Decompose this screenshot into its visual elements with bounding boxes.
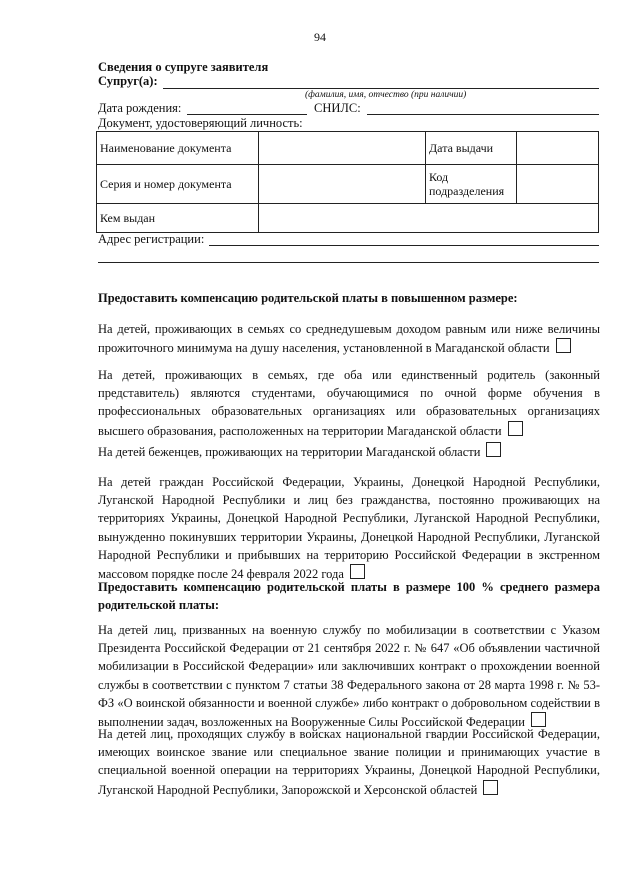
id-document-table	[96, 131, 599, 233]
doc-name-cell[interactable]	[259, 132, 426, 165]
section1-item-2-text: На детей, проживающих в семьях, где оба или единственный родитель (законный представитель) являются студентами, обучающимися по очной форме обучения в профессиональных образовательных организациях или образовательных организациях высшего образования, расположенных на территории Магаданской области	[98, 368, 600, 438]
section1-item-1-checkbox[interactable]	[556, 338, 571, 353]
spouse-name-label: Супруг(а):	[98, 74, 158, 88]
issue-date-label: Дата выдачи	[426, 132, 517, 165]
section1-item-1	[98, 320, 600, 357]
section2-item-1-text: На детей лиц, призванных на военную службу по мобилизации в соответствии с Указом Президента Российской Федерации от 21 сентября 2022 г. № 647 «Об объявлении частичной мобилизации в Российской Федерации» или заключивших контракт о прохождении военной службы в соответствии с пунктом 7 статьи 38 Федерального закона от 28 марта 1998 г. № 53-ФЗ «О воинской обязанности и военной службе» либо контракт о добровольном содействии в выполнении задач, возложенных на Вооруженные Силы Российской Федерации	[98, 623, 600, 730]
division-code-label: Код подразделения	[426, 165, 517, 204]
section2-item-2-checkbox[interactable]	[483, 780, 498, 795]
series-number-cell[interactable]	[259, 165, 426, 204]
section1-item-4-checkbox[interactable]	[350, 564, 365, 579]
snils-field[interactable]	[367, 114, 599, 115]
birth-date-label: Дата рождения:	[98, 101, 182, 115]
division-code-cell[interactable]	[517, 165, 599, 204]
section1-item-4-text: На детей граждан Российской Федерации, Украины, Донецкой Народной Республики, Луганской Народной Республики и лиц без гражданства, постоянно проживающих на территориях Украины, Донецкой Народной Республики, Луганской Народной Республики, вынужденно покинувших территории Украины, Донецкой Народной Республики, Луганской Народной Республики и прибывших на территорию Российской Федерации в экстренном массовом порядке после 24 февраля 2022 года	[98, 475, 600, 582]
address-label: Адрес регистрации:	[98, 232, 205, 246]
section1-item-2-checkbox[interactable]	[508, 421, 523, 436]
issued-by-cell[interactable]	[259, 204, 599, 233]
section2-item-1	[98, 621, 600, 731]
issued-by-label: Кем выдан	[97, 204, 259, 233]
section1-item-2	[98, 366, 600, 440]
section2-item-2-text: На детей лиц, проходящих службу в войсках национальной гвардии Российской Федерации, имеющих воинское звание или специальное звание полиции и принимающих участие в специальной военной операции на территориях Украины, Донецкой Народной Республики, Луганской Народной Республики, Запорожской и Херсонской областей	[98, 727, 600, 797]
series-number-label: Серия и номер документа	[97, 165, 259, 204]
section1-item-3-text: На детей беженцев, проживающих на территории Магаданской области	[98, 445, 481, 459]
spouse-name-hint: (фамилия, имя, отчество (при наличии)	[305, 90, 467, 100]
section2-heading: Предоставить компенсацию родительской платы в размере 100 % среднего размера родительской платы:	[98, 580, 600, 613]
issue-date-cell[interactable]	[517, 132, 599, 165]
spouse-heading: Сведения о супруге заявителя	[98, 60, 269, 74]
section2-item-2	[98, 725, 600, 799]
birth-date-field[interactable]	[187, 114, 307, 115]
section1-item-3	[98, 442, 600, 461]
section1-item-4	[98, 473, 600, 583]
spouse-name-field[interactable]	[163, 88, 599, 89]
doc-name-label: Наименование документа	[97, 132, 259, 165]
section1-heading: Предоставить компенсацию родительской платы в повышенном размере:	[98, 291, 518, 305]
page-number: 94	[314, 30, 326, 44]
section1-item-1-text: На детей, проживающих в семьях со среднедушевым доходом равным или ниже величины прожиточного минимума на душу населения, установленной в Магаданской области	[98, 322, 600, 356]
id-document-label: Документ, удостоверяющий личность:	[98, 116, 303, 130]
section1-item-3-checkbox[interactable]	[486, 442, 501, 457]
address-field-line-2[interactable]	[98, 262, 599, 263]
address-field[interactable]	[209, 245, 599, 246]
snils-label: СНИЛС:	[314, 101, 361, 115]
